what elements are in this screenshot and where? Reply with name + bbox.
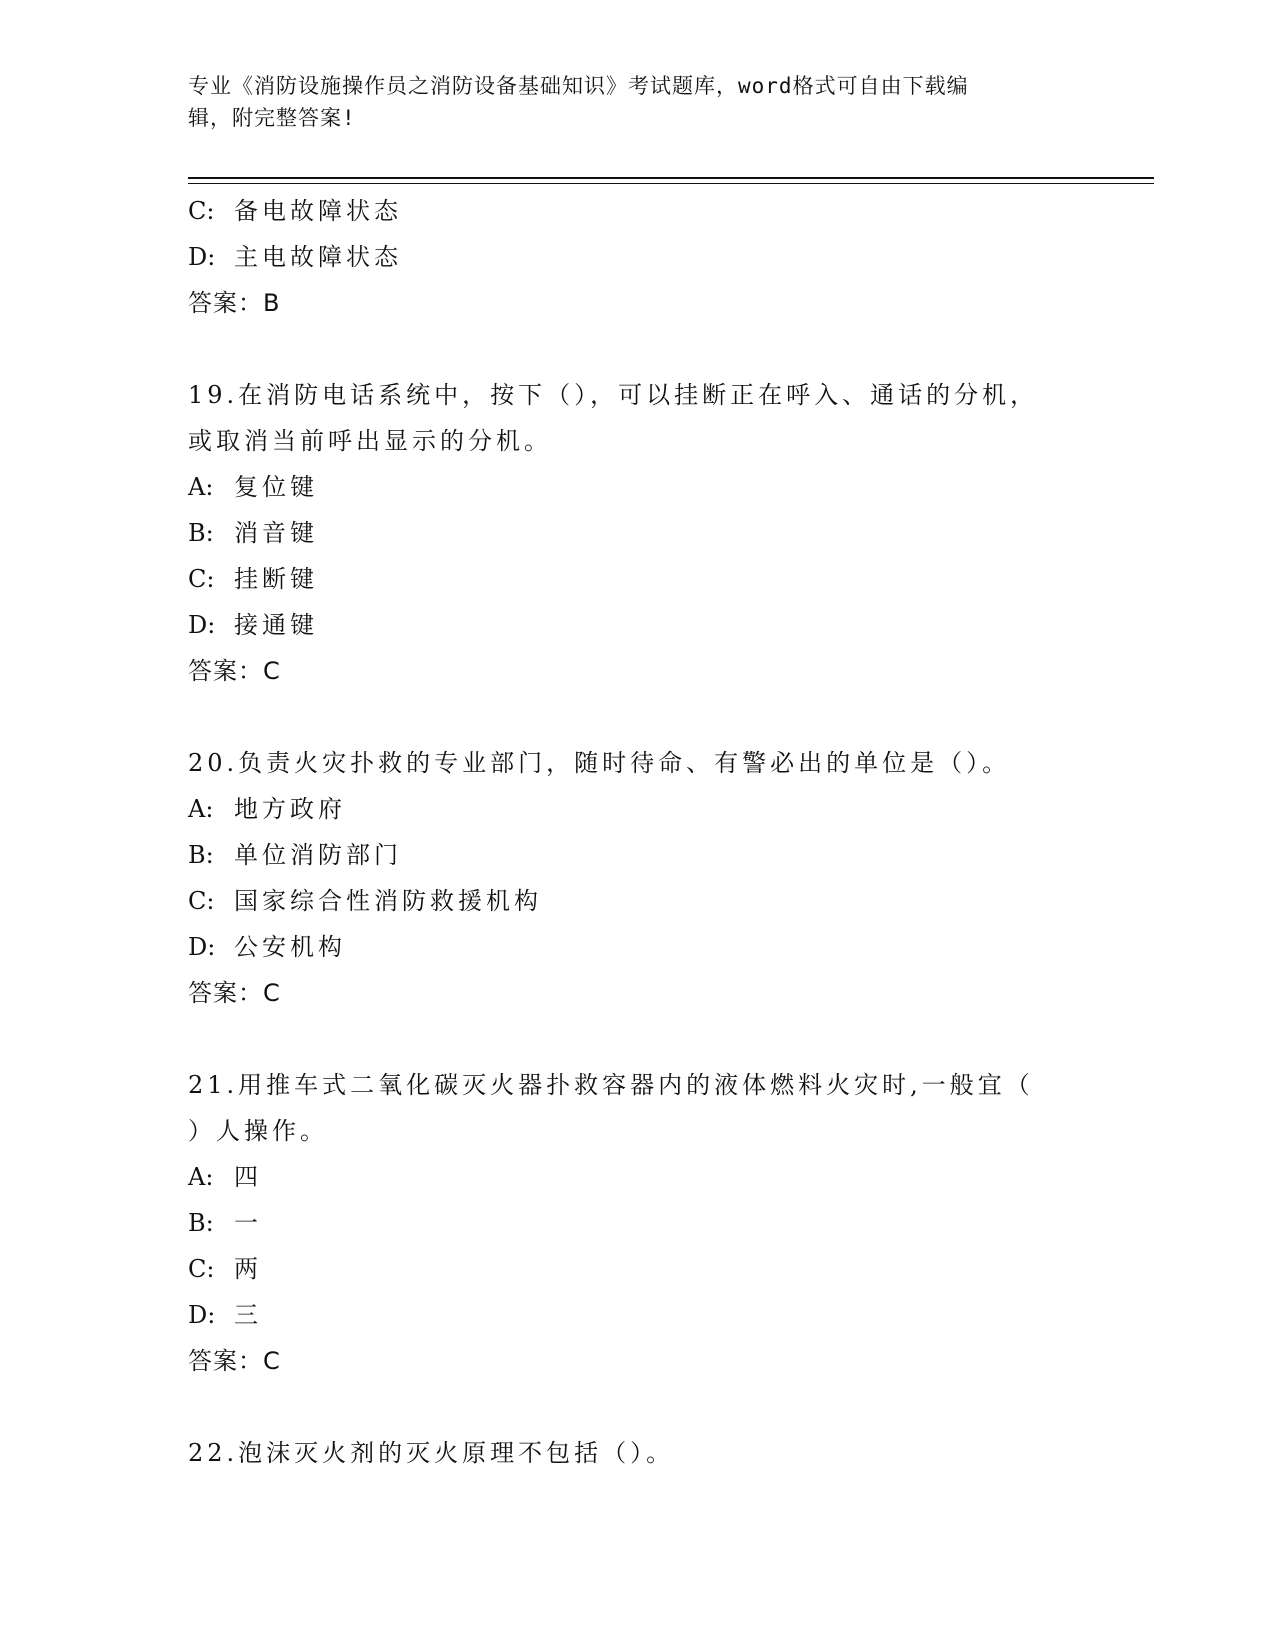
question-stem: 19.在消防电话系统中，按下（），可以挂断正在呼入、通话的分机， [188,381,1039,409]
answer-line: 答案：C [188,979,281,1007]
option-label: A: [188,1163,214,1191]
option-a [188,1154,1088,1200]
option-c [188,188,1088,234]
option-b [188,1200,1088,1246]
option-label: D: [188,611,216,639]
option-text: 备电故障状态 [234,197,402,225]
question-list [188,188,1088,1476]
option-c [188,1246,1088,1292]
option-label: C: [188,1255,215,1283]
option-text: 三 [234,1301,262,1329]
header-divider-thick [188,177,1154,179]
option-text: 挂断键 [234,565,318,593]
option-text: 一 [234,1209,262,1237]
option-text: 两 [234,1255,262,1283]
question-19 [188,372,1088,694]
option-label: D: [188,1301,216,1329]
option-text: 接通键 [234,611,318,639]
question-22 [188,1430,1088,1476]
option-label: A: [188,795,214,823]
question-21 [188,1062,1088,1384]
question-stem: 21.用推车式二氧化碳灭火器扑救容器内的液体燃料火灾时,一般宜（ [188,1071,1034,1099]
question-stem: ）人操作。 [188,1117,328,1145]
header-line-1: 专业《消防设施操作员之消防设备基础知识》考试题库，word格式可自由下载编 [188,74,969,98]
option-text: 消音键 [234,519,318,547]
option-b [188,832,1088,878]
carry-over-block [188,188,1088,326]
option-text: 四 [234,1163,262,1191]
answer-line: 答案：B [188,289,281,317]
option-label: B: [188,1209,214,1237]
question-stem: 或取消当前呼出显示的分机。 [188,427,552,455]
header-line-2: 辑，附完整答案! [188,106,356,130]
option-a [188,786,1088,832]
spacer [188,1016,1088,1062]
option-text: 复位键 [234,473,318,501]
option-text: 地方政府 [234,795,346,823]
option-label: B: [188,841,214,869]
question-20 [188,740,1088,1016]
answer-line: 答案：C [188,1347,281,1375]
option-label: D: [188,933,216,961]
option-label: A: [188,473,214,501]
option-d [188,234,1088,280]
document-header [188,70,1068,134]
spacer [188,694,1088,740]
question-stem: 20.负责火灾扑救的专业部门，随时待命、有警必出的单位是（）。 [188,749,1011,777]
option-label: C: [188,565,215,593]
option-label: B: [188,519,214,547]
option-label: D: [188,243,216,271]
spacer [188,326,1088,372]
option-text: 主电故障状态 [234,243,402,271]
option-d [188,924,1088,970]
spacer [188,1384,1088,1430]
option-b [188,510,1088,556]
option-d [188,1292,1088,1338]
option-d [188,602,1088,648]
header-divider-thin [188,183,1154,184]
option-a [188,464,1088,510]
option-c [188,556,1088,602]
option-c [188,878,1088,924]
option-text: 单位消防部门 [234,841,402,869]
question-stem: 22.泡沫灭火剂的灭火原理不包括（）。 [188,1439,675,1467]
option-label: C: [188,197,215,225]
option-text: 公安机构 [234,933,346,961]
option-text: 国家综合性消防救援机构 [234,887,542,915]
answer-line: 答案：C [188,657,281,685]
option-label: C: [188,887,215,915]
